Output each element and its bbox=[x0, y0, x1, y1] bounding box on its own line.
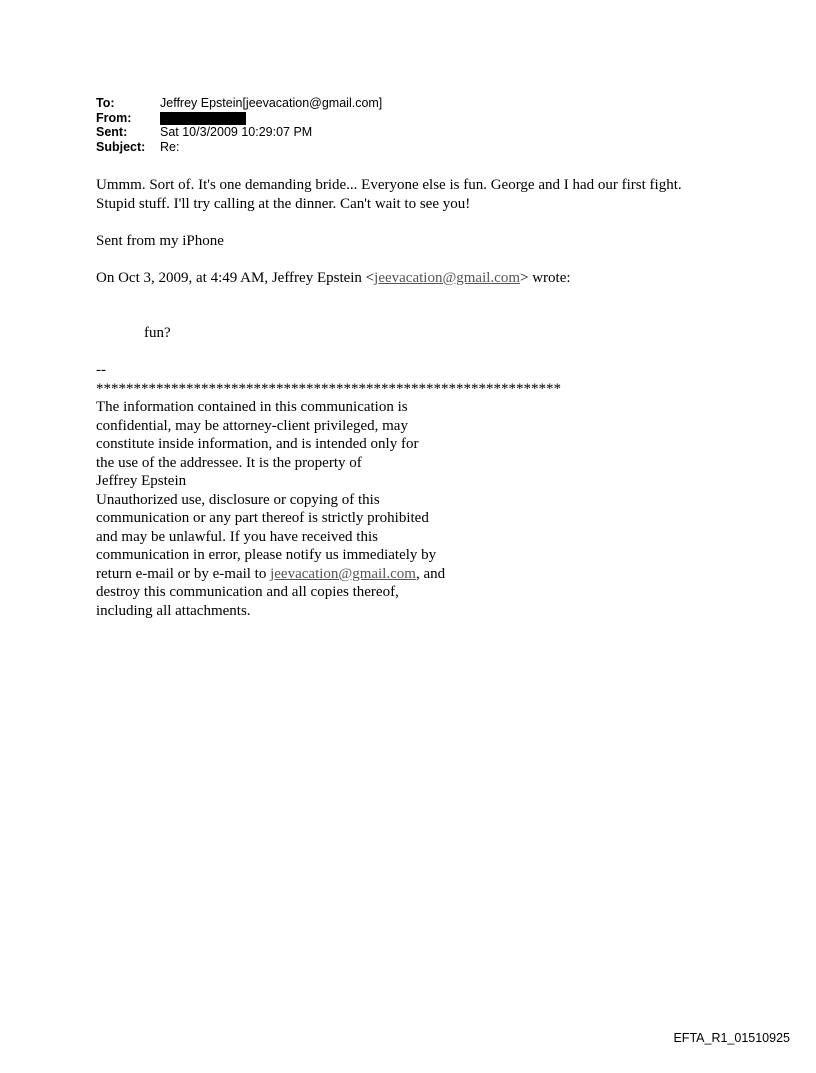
disclaimer-email-line bbox=[96, 565, 736, 584]
sent-label: Sent: bbox=[96, 125, 128, 139]
from-row bbox=[96, 111, 382, 126]
disclaimer-line: Unauthorized use, disclosure or copying of this bbox=[96, 491, 380, 508]
to-label: To: bbox=[96, 96, 115, 110]
signature-dash: -- bbox=[96, 362, 106, 378]
sent-row bbox=[96, 125, 382, 140]
email-body bbox=[96, 176, 736, 620]
signature-line: Sent from my iPhone bbox=[96, 232, 224, 249]
message-line-2: Stupid stuff. I'll try calling at the dinner. Can't wait to see you! bbox=[96, 195, 471, 212]
quote-intro-before: On Oct 3, 2009, at 4:49 AM, Jeffrey Epstein < bbox=[96, 269, 375, 286]
quote-intro bbox=[96, 269, 736, 288]
disclaimer-line: destroy this communication and all copies thereof, bbox=[96, 584, 399, 600]
disclaimer-line: communication or any part thereof is strictly prohibited bbox=[96, 510, 429, 526]
subject-row bbox=[96, 140, 382, 155]
asterisk-divider: ************************************************************** bbox=[96, 380, 561, 397]
email-header bbox=[96, 96, 382, 154]
quote-email-link[interactable]: jeevacation@gmail.com bbox=[374, 269, 520, 286]
subject-value: Re: bbox=[160, 139, 180, 154]
disclaimer-line: and may be unlawful. If you have received this bbox=[96, 528, 378, 545]
disclaimer-line: communication in error, please notify us immediately by bbox=[96, 547, 437, 563]
disclaimer-line: Jeffrey Epstein bbox=[96, 473, 187, 489]
disclaimer-email-link[interactable]: jeevacation@gmail.com bbox=[270, 565, 416, 582]
disclaimer-email-before: return e-mail or by e-mail to bbox=[96, 565, 271, 582]
disclaimer-line: The information contained in this communication is bbox=[96, 399, 408, 415]
disclaimer-line: the use of the addressee. It is the property of bbox=[96, 454, 362, 471]
sent-value: Sat 10/3/2009 10:29:07 PM bbox=[160, 125, 313, 139]
to-value: Jeffrey Epstein[jeevacation@gmail.com] bbox=[160, 96, 383, 110]
from-label: From: bbox=[96, 110, 132, 125]
redaction-block bbox=[160, 112, 246, 125]
disclaimer-line: including all attachments. bbox=[96, 602, 251, 619]
disclaimer-line: confidential, may be attorney-client privileged, may bbox=[96, 417, 408, 434]
disclaimer-line: constitute inside information, and is intended only for bbox=[96, 436, 419, 452]
subject-label: Subject: bbox=[96, 139, 146, 154]
disclaimer-email-after: , and bbox=[415, 565, 446, 582]
quoted-message: fun? bbox=[144, 325, 171, 341]
quote-intro-after: > wrote: bbox=[520, 269, 571, 286]
document-id: EFTA_R1_01510925 bbox=[673, 1031, 790, 1045]
message-line-1: Ummm. Sort of. It's one demanding bride... Everyone else is fun. George and I had our first fight. bbox=[96, 177, 682, 193]
to-row bbox=[96, 96, 382, 111]
